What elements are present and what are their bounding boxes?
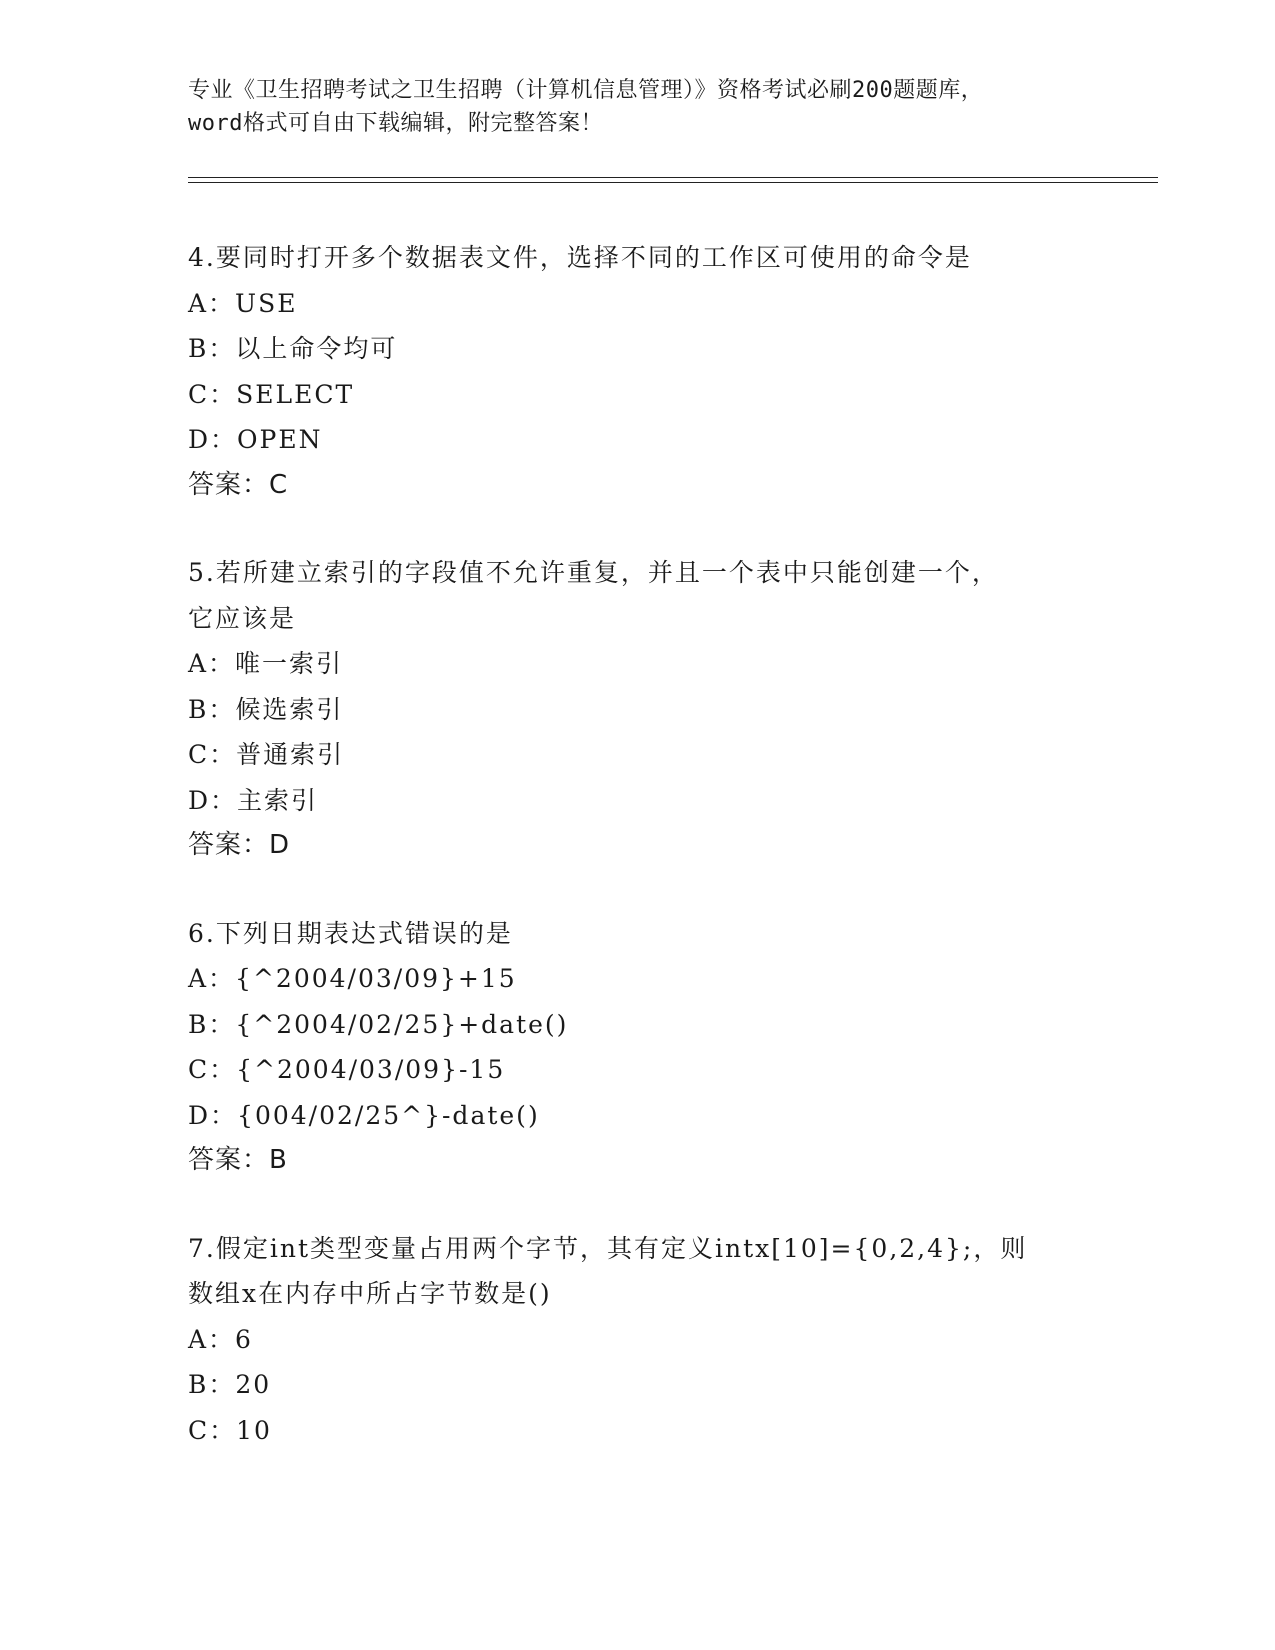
answer-option: C：普通索引 (188, 740, 345, 769)
answer-option: A：USE (188, 288, 298, 318)
question-stem: 5.若所建立索引的字段值不允许重复，并且一个表中只能创建一个， (188, 558, 999, 587)
question-block (188, 235, 1128, 508)
answer-option: A：6 (188, 1324, 253, 1354)
answer-option: B：以上命令均可 (188, 334, 398, 363)
question-stem: 它应该是 (188, 603, 297, 633)
answer-key: 答案：D (188, 830, 291, 860)
question-block (188, 911, 1128, 1184)
answer-key: 答案：B (188, 1145, 288, 1175)
answer-option: A：{^2004/03/09}+15 (188, 964, 517, 993)
answer-option: D：主索引 (188, 785, 319, 815)
answer-option: A：唯一索引 (188, 649, 344, 678)
question-stem: 6.下列日期表达式错误的是 (188, 918, 513, 948)
answer-option: C：10 (188, 1415, 272, 1445)
header-line-1: 专业《卫生招聘考试之卫生招聘（计算机信息管理）》资格考试必刷200题题库， (188, 78, 984, 103)
question-stem: 4.要同时打开多个数据表文件，选择不同的工作区可使用的命令是 (188, 243, 972, 272)
question-block (188, 1226, 1128, 1454)
answer-key: 答案：C (188, 469, 289, 500)
answer-option: D：OPEN (188, 425, 323, 454)
header-rule-top (188, 177, 1158, 178)
question-block (188, 550, 1128, 869)
answer-option: B：20 (188, 1370, 272, 1399)
answer-option: B：{^2004/02/25}+date() (188, 1009, 569, 1039)
header-line-2: word格式可自由下载编辑，附完整答案！ (188, 111, 603, 136)
answer-option: B：候选索引 (188, 694, 344, 724)
answer-option: D：{004/02/25^}-date() (188, 1100, 540, 1130)
answer-option: C：{^2004/03/09}-15 (188, 1055, 506, 1084)
header-rule-bottom (188, 182, 1158, 183)
document-header (188, 74, 1088, 140)
question-stem: 数组x在内存中所占字节数是() (188, 1279, 552, 1308)
question-stem: 7.假定int类型变量占用两个字节，其有定义intx[10]={0,2,4};，则 (188, 1233, 1028, 1263)
answer-option: C：SELECT (188, 379, 355, 409)
question-list (188, 235, 1128, 1495)
